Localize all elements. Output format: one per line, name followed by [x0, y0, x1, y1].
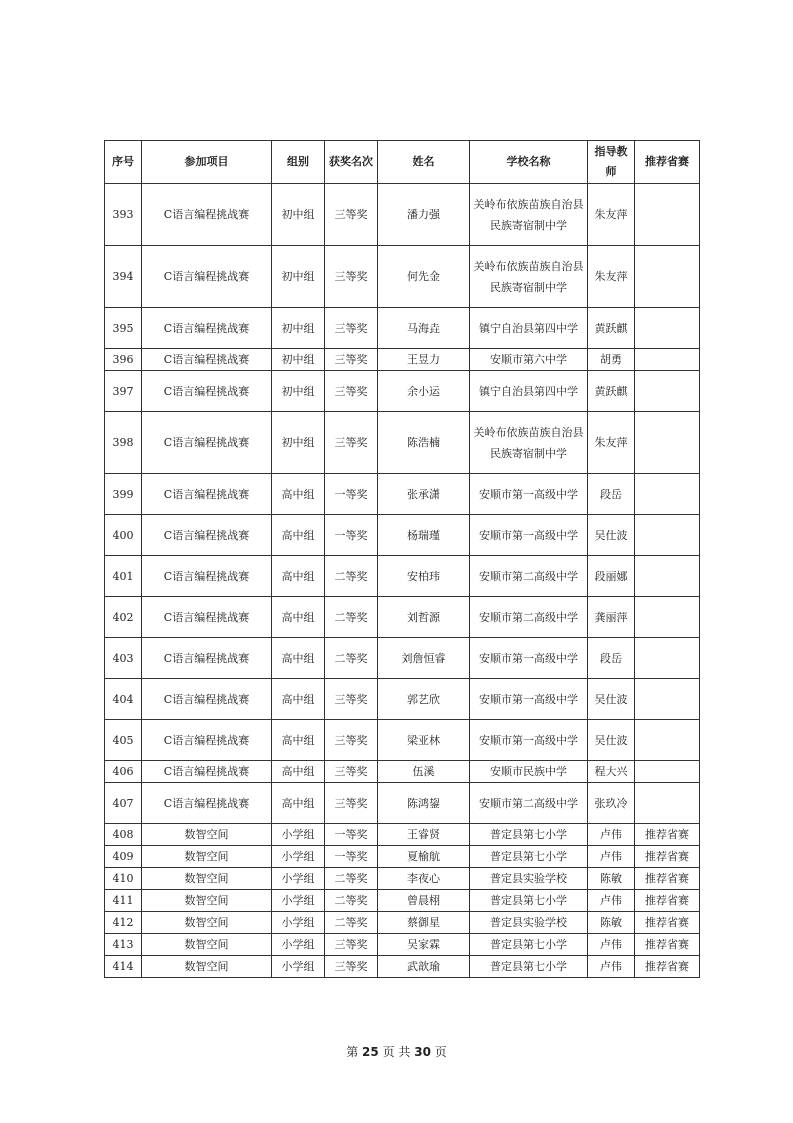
cell-school: 安顺市第一高级中学 [470, 515, 588, 556]
table-row [105, 246, 700, 308]
cell-rank: 三等奖 [325, 720, 378, 761]
cell-teacher: 朱友萍 [588, 412, 635, 474]
cell-recommend [635, 638, 700, 679]
cell-no: 414 [105, 956, 142, 978]
cell-name: 武歆瑜 [378, 956, 470, 978]
cell-rank: 三等奖 [325, 956, 378, 978]
cell-no: 396 [105, 349, 142, 371]
cell-no: 410 [105, 868, 142, 890]
table-row [105, 638, 700, 679]
cell-project: C语言编程挑战赛 [142, 638, 272, 679]
award-table [104, 140, 700, 978]
cell-school: 镇宁自治县第四中学 [470, 371, 588, 412]
table-row [105, 956, 700, 978]
header-recommend: 推荐省赛 [635, 141, 700, 184]
header-rank: 获奖名次 [325, 141, 378, 184]
cell-school: 安顺市第二高级中学 [470, 597, 588, 638]
cell-name: 陈鸿鋆 [378, 783, 470, 824]
cell-no: 395 [105, 308, 142, 349]
cell-project: C语言编程挑战赛 [142, 474, 272, 515]
cell-rank: 三等奖 [325, 308, 378, 349]
cell-teacher: 程大兴 [588, 761, 635, 783]
cell-school: 镇宁自治县第四中学 [470, 308, 588, 349]
cell-recommend: 推荐省赛 [635, 912, 700, 934]
cell-project: C语言编程挑战赛 [142, 679, 272, 720]
cell-name: 安柏玮 [378, 556, 470, 597]
cell-rank: 三等奖 [325, 934, 378, 956]
cell-no: 394 [105, 246, 142, 308]
cell-recommend: 推荐省赛 [635, 934, 700, 956]
cell-group: 小学组 [272, 934, 325, 956]
header-school: 学校名称 [470, 141, 588, 184]
cell-teacher: 吴仕波 [588, 679, 635, 720]
cell-project: C语言编程挑战赛 [142, 246, 272, 308]
cell-school: 关岭布依族苗族自治县民族寄宿制中学 [470, 412, 588, 474]
cell-no: 403 [105, 638, 142, 679]
cell-name: 刘哲源 [378, 597, 470, 638]
cell-project: 数智空间 [142, 956, 272, 978]
cell-teacher: 朱友萍 [588, 184, 635, 246]
cell-no: 401 [105, 556, 142, 597]
cell-rank: 二等奖 [325, 890, 378, 912]
cell-name: 余小运 [378, 371, 470, 412]
table-header-row [105, 141, 700, 184]
footer-prefix: 第 [346, 1045, 359, 1059]
cell-project: C语言编程挑战赛 [142, 761, 272, 783]
cell-group: 小学组 [272, 956, 325, 978]
cell-project: 数智空间 [142, 824, 272, 846]
header-group: 组别 [272, 141, 325, 184]
cell-group: 小学组 [272, 846, 325, 868]
cell-teacher: 龚丽萍 [588, 597, 635, 638]
footer-middle: 页 共 [382, 1045, 411, 1059]
cell-group: 高中组 [272, 597, 325, 638]
cell-recommend [635, 371, 700, 412]
cell-recommend [635, 761, 700, 783]
cell-no: 398 [105, 412, 142, 474]
header-no: 序号 [105, 141, 142, 184]
cell-name: 蔡御星 [378, 912, 470, 934]
cell-project: C语言编程挑战赛 [142, 556, 272, 597]
cell-rank: 一等奖 [325, 515, 378, 556]
cell-teacher: 段岳 [588, 474, 635, 515]
cell-project: 数智空间 [142, 934, 272, 956]
cell-group: 高中组 [272, 556, 325, 597]
cell-school: 安顺市第一高级中学 [470, 638, 588, 679]
cell-school: 安顺市第一高级中学 [470, 679, 588, 720]
table-row [105, 679, 700, 720]
cell-group: 高中组 [272, 515, 325, 556]
table-row [105, 720, 700, 761]
cell-teacher: 张玖冷 [588, 783, 635, 824]
cell-group: 初中组 [272, 349, 325, 371]
cell-group: 高中组 [272, 679, 325, 720]
cell-name: 潘力强 [378, 184, 470, 246]
cell-rank: 三等奖 [325, 371, 378, 412]
cell-teacher: 吴仕波 [588, 515, 635, 556]
cell-recommend [635, 184, 700, 246]
cell-project: C语言编程挑战赛 [142, 783, 272, 824]
cell-name: 吴家霖 [378, 934, 470, 956]
cell-teacher: 胡勇 [588, 349, 635, 371]
cell-rank: 一等奖 [325, 474, 378, 515]
cell-rank: 二等奖 [325, 912, 378, 934]
cell-school: 安顺市第六中学 [470, 349, 588, 371]
cell-no: 399 [105, 474, 142, 515]
cell-school: 普定县第七小学 [470, 956, 588, 978]
cell-group: 高中组 [272, 783, 325, 824]
cell-teacher: 吴仕波 [588, 720, 635, 761]
cell-name: 刘詹恒睿 [378, 638, 470, 679]
cell-group: 小学组 [272, 824, 325, 846]
cell-rank: 三等奖 [325, 783, 378, 824]
cell-project: C语言编程挑战赛 [142, 349, 272, 371]
cell-no: 402 [105, 597, 142, 638]
table-row [105, 761, 700, 783]
cell-recommend [635, 474, 700, 515]
header-project: 参加项目 [142, 141, 272, 184]
table-row [105, 412, 700, 474]
cell-teacher: 卢伟 [588, 934, 635, 956]
cell-no: 393 [105, 184, 142, 246]
cell-recommend [635, 515, 700, 556]
table-row [105, 308, 700, 349]
cell-rank: 三等奖 [325, 246, 378, 308]
cell-project: C语言编程挑战赛 [142, 412, 272, 474]
cell-name: 郭艺欣 [378, 679, 470, 720]
cell-rank: 二等奖 [325, 868, 378, 890]
header-teacher: 指导教师 [588, 141, 635, 184]
cell-no: 397 [105, 371, 142, 412]
cell-no: 407 [105, 783, 142, 824]
cell-group: 高中组 [272, 638, 325, 679]
cell-project: 数智空间 [142, 890, 272, 912]
cell-no: 411 [105, 890, 142, 912]
table-row [105, 184, 700, 246]
cell-name: 伍溪 [378, 761, 470, 783]
cell-name: 马海垚 [378, 308, 470, 349]
current-page-number: 25 [362, 1045, 379, 1059]
header-name: 姓名 [378, 141, 470, 184]
cell-rank: 二等奖 [325, 597, 378, 638]
cell-name: 夏榆航 [378, 846, 470, 868]
table-row [105, 934, 700, 956]
cell-recommend: 推荐省赛 [635, 890, 700, 912]
cell-group: 初中组 [272, 184, 325, 246]
cell-rank: 三等奖 [325, 349, 378, 371]
cell-group: 初中组 [272, 371, 325, 412]
total-page-number: 30 [414, 1045, 431, 1059]
cell-name: 张承潇 [378, 474, 470, 515]
table-row [105, 846, 700, 868]
cell-name: 李夜心 [378, 868, 470, 890]
cell-project: C语言编程挑战赛 [142, 515, 272, 556]
cell-group: 小学组 [272, 868, 325, 890]
cell-school: 安顺市民族中学 [470, 761, 588, 783]
cell-rank: 三等奖 [325, 679, 378, 720]
cell-teacher: 黄跃麒 [588, 371, 635, 412]
cell-recommend [635, 783, 700, 824]
cell-recommend: 推荐省赛 [635, 824, 700, 846]
cell-recommend [635, 246, 700, 308]
cell-teacher: 卢伟 [588, 956, 635, 978]
cell-project: 数智空间 [142, 912, 272, 934]
cell-school: 普定县第七小学 [470, 890, 588, 912]
cell-recommend [635, 556, 700, 597]
cell-recommend: 推荐省赛 [635, 846, 700, 868]
cell-no: 406 [105, 761, 142, 783]
cell-group: 初中组 [272, 412, 325, 474]
cell-name: 梁亚林 [378, 720, 470, 761]
cell-teacher: 卢伟 [588, 846, 635, 868]
cell-school: 安顺市第一高级中学 [470, 720, 588, 761]
cell-group: 高中组 [272, 474, 325, 515]
cell-project: C语言编程挑战赛 [142, 308, 272, 349]
cell-teacher: 朱友萍 [588, 246, 635, 308]
cell-name: 杨瑞瑾 [378, 515, 470, 556]
cell-no: 408 [105, 824, 142, 846]
cell-recommend: 推荐省赛 [635, 868, 700, 890]
cell-school: 普定县第七小学 [470, 934, 588, 956]
cell-project: C语言编程挑战赛 [142, 597, 272, 638]
cell-recommend [635, 597, 700, 638]
table-row [105, 349, 700, 371]
cell-rank: 一等奖 [325, 846, 378, 868]
table-row [105, 824, 700, 846]
cell-school: 关岭布依族苗族自治县民族寄宿制中学 [470, 246, 588, 308]
cell-no: 412 [105, 912, 142, 934]
cell-group: 高中组 [272, 720, 325, 761]
cell-school: 普定县实验学校 [470, 912, 588, 934]
table-row [105, 868, 700, 890]
page-footer [0, 1043, 793, 1060]
cell-project: C语言编程挑战赛 [142, 184, 272, 246]
table-row [105, 597, 700, 638]
cell-no: 409 [105, 846, 142, 868]
cell-project: C语言编程挑战赛 [142, 720, 272, 761]
cell-teacher: 段丽娜 [588, 556, 635, 597]
table-row [105, 515, 700, 556]
cell-recommend [635, 349, 700, 371]
cell-no: 413 [105, 934, 142, 956]
cell-school: 安顺市第一高级中学 [470, 474, 588, 515]
cell-teacher: 卢伟 [588, 824, 635, 846]
cell-group: 高中组 [272, 761, 325, 783]
cell-teacher: 黄跃麒 [588, 308, 635, 349]
cell-recommend [635, 720, 700, 761]
cell-recommend [635, 679, 700, 720]
cell-teacher: 陈敏 [588, 868, 635, 890]
cell-project: C语言编程挑战赛 [142, 371, 272, 412]
cell-school: 普定县第七小学 [470, 824, 588, 846]
cell-name: 何先金 [378, 246, 470, 308]
cell-school: 安顺市第二高级中学 [470, 783, 588, 824]
cell-project: 数智空间 [142, 846, 272, 868]
cell-school: 普定县第七小学 [470, 846, 588, 868]
cell-group: 初中组 [272, 246, 325, 308]
cell-rank: 三等奖 [325, 412, 378, 474]
cell-name: 曾晨栩 [378, 890, 470, 912]
cell-group: 初中组 [272, 308, 325, 349]
cell-school: 普定县实验学校 [470, 868, 588, 890]
cell-teacher: 段岳 [588, 638, 635, 679]
cell-rank: 三等奖 [325, 184, 378, 246]
cell-group: 小学组 [272, 890, 325, 912]
table-row [105, 371, 700, 412]
cell-recommend [635, 308, 700, 349]
cell-no: 405 [105, 720, 142, 761]
table-row [105, 556, 700, 597]
table-row [105, 890, 700, 912]
cell-school: 安顺市第二高级中学 [470, 556, 588, 597]
cell-name: 王昱力 [378, 349, 470, 371]
cell-rank: 二等奖 [325, 638, 378, 679]
cell-name: 陈浩楠 [378, 412, 470, 474]
cell-teacher: 陈敏 [588, 912, 635, 934]
footer-suffix: 页 [434, 1045, 447, 1059]
cell-school: 关岭布依族苗族自治县民族寄宿制中学 [470, 184, 588, 246]
cell-group: 小学组 [272, 912, 325, 934]
cell-rank: 二等奖 [325, 556, 378, 597]
cell-recommend [635, 412, 700, 474]
cell-project: 数智空间 [142, 868, 272, 890]
cell-name: 王睿贤 [378, 824, 470, 846]
table-row [105, 783, 700, 824]
table-row [105, 474, 700, 515]
table-row [105, 912, 700, 934]
cell-no: 400 [105, 515, 142, 556]
cell-rank: 三等奖 [325, 761, 378, 783]
cell-rank: 一等奖 [325, 824, 378, 846]
cell-no: 404 [105, 679, 142, 720]
cell-teacher: 卢伟 [588, 890, 635, 912]
cell-recommend: 推荐省赛 [635, 956, 700, 978]
